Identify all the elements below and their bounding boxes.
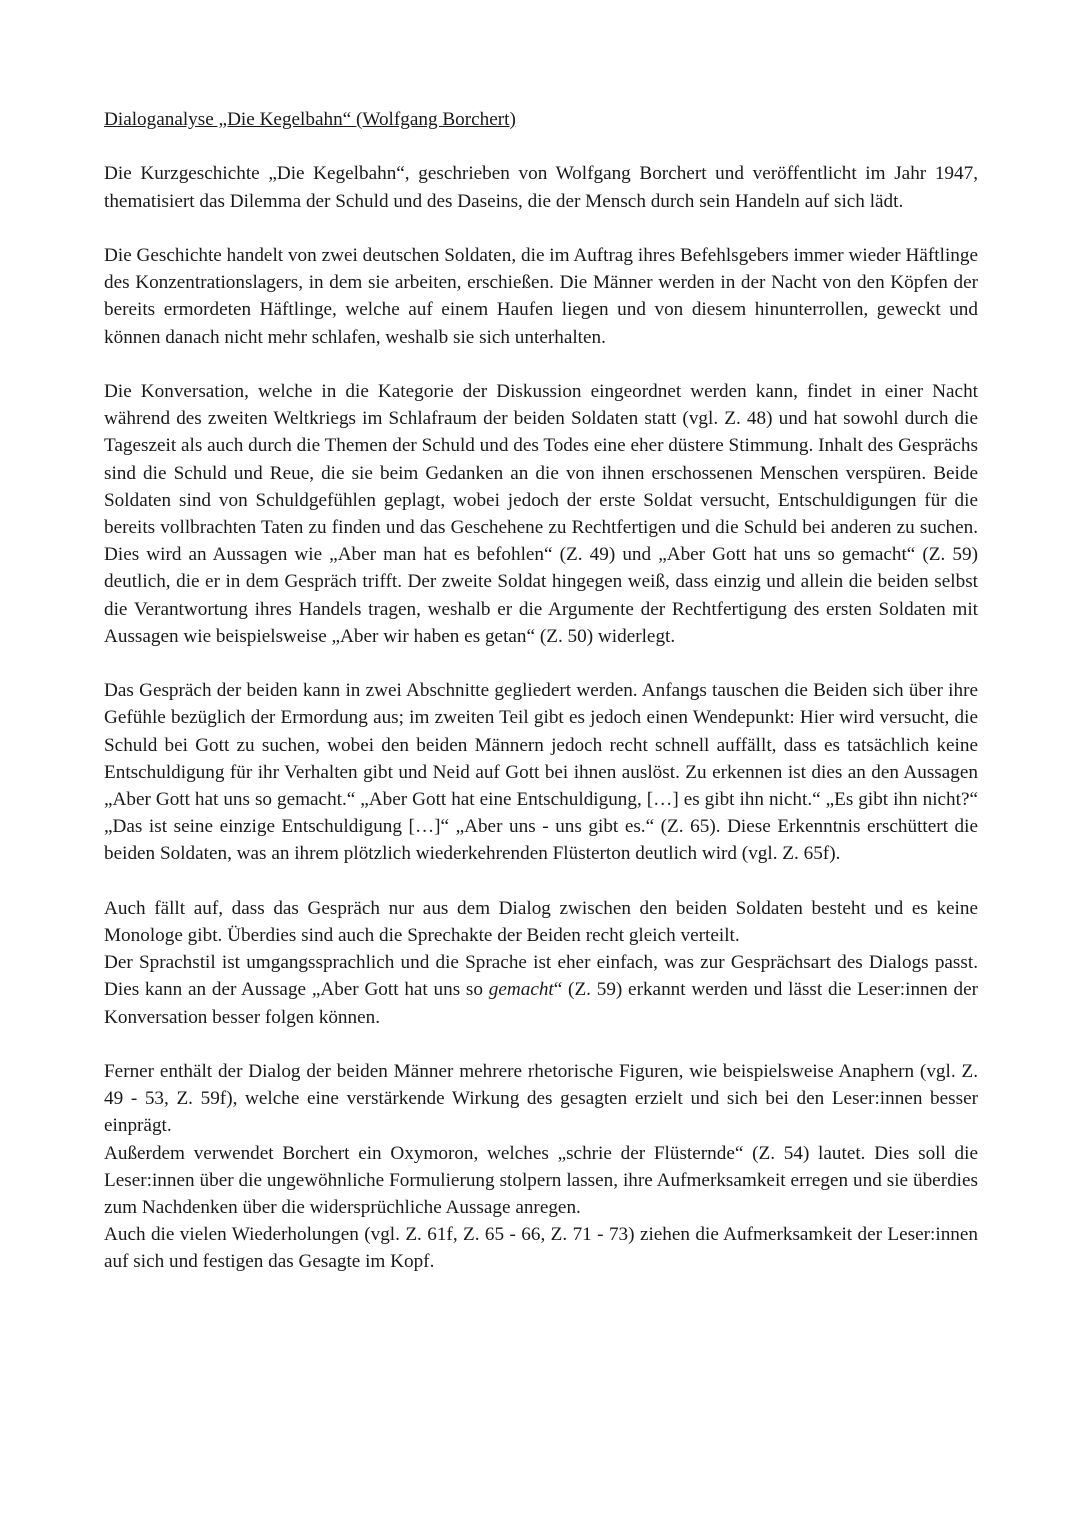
- language-text-after: “ (Z. 59) erkannt werden und lässt die Leser:innen der Konversation besser folgen können.: [104, 979, 979, 1028]
- paragraph-summary: Die Geschichte handelt von zwei deutschen Soldaten, die im Auftrag ihres Befehlsgebers immer wieder Häftlinge des Konzentrationslagers, in dem sie arbeiten, erschießen. Die Männer werden in der Nacht von den Köpfen der bereits ermordeten Häftlinge, welche auf einem Haufen liegen und von diesem hinunterrollen, geweckt und können danach nicht mehr schlafen, weshalb sie sich unterhalten.: [104, 244, 978, 348]
- paragraph-repetitions: Auch die vielen Wiederholungen (vgl. Z. 61f, Z. 65 - 66, Z. 71 - 73) ziehen die Aufmerksamkeit der Leser:innen auf sich und festigen das Gesagte im Kopf.: [104, 1224, 978, 1273]
- paragraph-conversation: Die Konversation, welche in die Kategorie der Diskussion eingeordnet werden kann, findet in einer Nacht während des zweiten Weltkriegs im Schlafraum der beiden Soldaten statt (vgl. Z. 48) und hat sowohl durch die Tageszeit als auch durch die Themen der Schuld und des Todes eine eher düstere Stimmung. Inhalt des Gesprächs sind die Schuld und Reue, die sie beim Gedanken an die von ihnen erschossenen Menschen verspüren. Beide Soldaten sind von Schuldgefühlen geplagt, wobei jedoch der erste Soldat versucht, Entschuldigungen für die bereits vollbrachten Taten zu finden und das Geschehene zu Rechtfertigen und die Schuld bei anderen zu suchen. Dies wird an Aussagen wie „Aber man hat es befohlen“ (Z. 49) und „Aber Gott hat uns so gemacht“ (Z. 59) deutlich, die er in dem Gespräch trifft. Der zweite Soldat hingegen weiß, dass einzig und allein die beiden selbst die Verantwortung ihres Handels tragen, weshalb er die Argumente der Rechtfertigung des ersten Soldaten mit Aussagen wie beispielsweise „Aber wir haben es getan“ (Z. 50) widerlegt.: [104, 380, 978, 647]
- paragraph-intro: Die Kurzgeschichte „Die Kegelbahn“, geschrieben von Wolfgang Borchert und veröffentlicht im Jahr 1947, thematisiert das Dilemma der Schuld und des Daseins, die der Mensch durch sein Handeln auf sich lädt.: [104, 163, 978, 212]
- language-text-emphasis: gemacht: [488, 979, 554, 1001]
- paragraph-language: [104, 949, 978, 1031]
- paragraph-rhetoric: Ferner enthält der Dialog der beiden Männer mehrere rhetorische Figuren, wie beispielsweise Anaphern (vgl. Z. 49 - 53, Z. 59f), welche eine verstärkende Wirkung des gesagten erzielt und sich bei den Leser:innen besser einprägt.: [104, 1061, 978, 1137]
- document-body: [104, 106, 978, 1276]
- paragraph-oxymoron: Außerdem verwendet Borchert ein Oxymoron, welches „schrie der Flüsternde“ (Z. 54) lautet. Dies soll die Leser:innen über die ungewöhnliche Formulierung stolpern lassen, ihre Aufmerksamkeit erregen und sie überdies zum Nachdenken über die widersprüchliche Aussage anregen.: [104, 1142, 978, 1219]
- paragraph-dialog-form: Auch fällt auf, dass das Gespräch nur aus dem Dialog zwischen den beiden Soldaten besteht und es keine Monologe gibt. Überdies sind auch die Sprechakte der Beiden recht gleich verteilt.: [104, 897, 978, 947]
- language-text-before: Der Sprachstil ist umgangssprachlich und die Sprache ist eher einfach, was zur Gesprächsart des Dialogs passt. Dies kann an der Aussage „Aber Gott hat uns so: [104, 952, 978, 1001]
- document-title: Dialoganalyse „Die Kegelbahn“ (Wolfgang Borchert): [104, 109, 516, 130]
- paragraph-structure: Das Gespräch der beiden kann in zwei Abschnitte gegliedert werden. Anfangs tauschen die Beiden sich über ihre Gefühle bezüglich der Ermordung aus; im zweiten Teil gibt es jedoch einen Wendepunkt: Hier wird versucht, die Schuld bei Gott zu suchen, wobei den beiden Männern jedoch recht schnell auffällt, dass es tatsächlich keine Entschuldigung für ihr Verhalten gibt und Neid auf Gott bei ihnen auslöst. Zu erkennen ist dies an den Aussagen „Aber Gott hat uns so gemacht.“ „Aber Gott hat eine Entschuldigung, […] es gibt ihn nicht.“ „Es gibt ihn nicht?“ „Das ist seine einzige Entschuldigung […]“ „Aber uns - uns gibt es.“ (Z. 65). Diese Erkenntnis erschüttert die beiden Soldaten, was an ihrem plötzlich wiederkehrenden Flüsterton deutlich wird (vgl. Z. 65f).: [104, 680, 978, 865]
